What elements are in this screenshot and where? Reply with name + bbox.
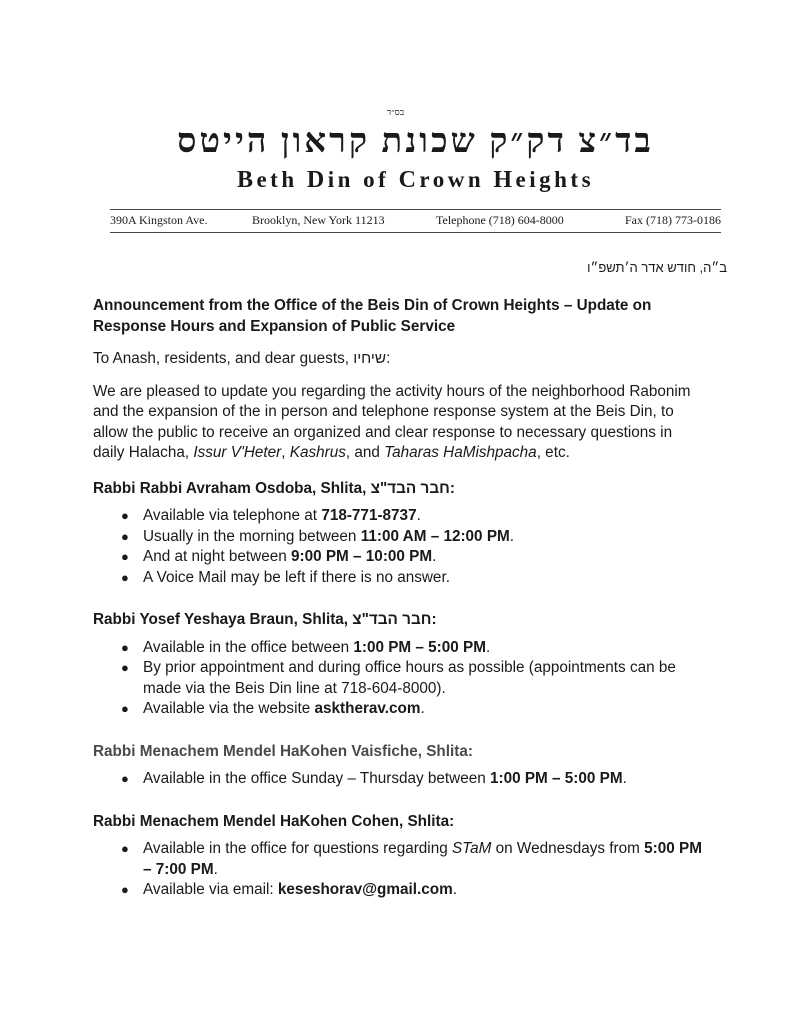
hebrew-letterhead-title: בד״צ דק״ק שכונת קראון הייטס [177,123,654,160]
list-item: ● A Voice Mail may be left if there is no answer. [143,568,703,589]
announcement-title: Announcement from the Office of the Beis Din of Crown Heights – Update on Response Hours and Expansion of Public Service [93,297,652,335]
bullet-icon: ● [121,771,129,786]
list-item: ● Available via telephone at 718-771-8737. [143,506,703,527]
english-letterhead-title: Beth Din of Crown Heights [236,167,595,193]
bsd-mark: בס״ד [386,107,405,117]
list-item: ● Available in the office between 1:00 PM – 5:00 PM. [143,638,703,659]
list-item: ● Available via email: keseshorav@gmail.com. [143,880,703,901]
rabbi-cohen-list [93,839,703,901]
rabbi-vaisfiche-heading: Rabbi Menachem Mendel HaKohen Vaisfiche, Shlita: [93,742,473,760]
bullet-icon: ● [121,882,129,897]
fax: Fax (718) 773-0186 [625,213,721,227]
website-link[interactable]: asktherav.com [314,700,421,717]
rabbi-braun-list [93,638,703,720]
list-item: ● Available in the office Sunday – Thursday between 1:00 PM – 5:00 PM. [143,769,703,790]
bullet-icon: ● [121,701,129,716]
list-item: ● By prior appointment and during office hours as possible (appointments can be made via the Beis Din line at 718-604-8000). [121,659,676,697]
rabbi-braun-heading: Rabbi Yosef Yeshaya Braun, Shlita, חבר הבד"צ: [93,611,437,628]
city-address: Brooklyn, New York 11213 [252,213,385,227]
letterhead-contact-line [110,213,721,231]
intro-paragraph: We are pleased to update you regarding the activity hours of the neighborhood Rabonim and the expansion of the in person and telephone response system at the Beis Din, to allow the public to receive an organized and clear response to necessary questions in daily Halacha, Issur V'Heter, Kashrus, and Taharas HaMishpacha, etc. [93,382,691,461]
telephone: Telephone (718) 604-8000 [436,213,564,227]
rabbi-cohen-heading: Rabbi Menachem Mendel HaKohen Cohen, Shlita: [93,812,455,830]
hebrew-date: ב״ה, חודש אדר ה׳תשפ״ו [587,260,727,275]
list-item: ● Available in the office for questions regarding STaM on Wednesdays from 5:00 PM – 7:00 PM. [121,840,702,878]
rabbi-osdoba-heading: Rabbi Rabbi Avraham Osdoba, Shlita, חבר הבד"צ: [93,479,455,497]
announcement-body [93,296,703,901]
list-item: ● Usually in the morning between 11:00 AM – 12:00 PM. [143,527,703,548]
letterhead-rule-bottom [110,232,721,233]
rabbi-vaisfiche-list [93,769,703,790]
bullet-icon: ● [121,549,129,564]
bullet-icon: ● [121,841,129,856]
rabbi-osdoba-list [93,506,703,588]
letterhead-rule-top [110,209,721,210]
bullet-icon: ● [121,508,129,523]
email-link[interactable]: keseshorav@gmail.com [277,881,453,898]
bullet-icon: ● [121,569,129,585]
bullet-icon: ● [121,639,129,655]
bullet-icon: ● [121,528,129,544]
list-item: ● Available via the website asktherav.com. [143,699,703,720]
greeting: To Anash, residents, and dear guests, שיחיו: [93,350,391,367]
list-item: ● And at night between 9:00 PM – 10:00 PM. [143,547,703,568]
bullet-icon: ● [121,660,129,675]
phone-number: 718-771-8737 [321,507,417,524]
address: 390A Kingston Ave. [110,213,208,227]
